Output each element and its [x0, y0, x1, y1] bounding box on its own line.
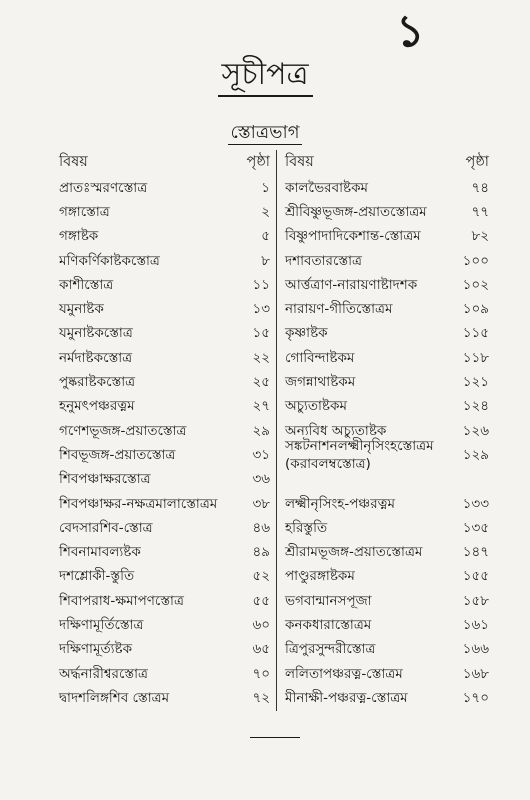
toc-entry-left: দক্ষিণামূর্তিস্তোত্র — [59, 616, 144, 633]
toc-row — [59, 395, 489, 419]
toc-page-left: ৩১ — [252, 446, 270, 463]
toc-page-right: ১২৬ — [462, 422, 489, 439]
toc-page-left: ২৭ — [252, 398, 270, 415]
toc-entry-left: পুষ্করাষ্টকস্তোত্র — [59, 374, 136, 391]
toc-page-right: ১২১ — [462, 374, 489, 391]
toc-entry-left: মণিকর্ণিকাষ্টকস্তোত্র — [59, 252, 160, 269]
toc-page-right: ১২৯ — [462, 446, 489, 463]
toc-entry-right: সঙ্কটনাশনলক্ষ্মীনৃসিংহস্তোত্রম (করাবলম্বস্তোত্র) — [285, 438, 434, 473]
section-title: স্তোত্রভাগ — [230, 122, 300, 143]
toc-rows — [59, 176, 489, 711]
toc-page-left: ৮ — [261, 252, 270, 269]
toc-page-right: ১৫৮ — [462, 592, 489, 609]
toc-page-left: ২৯ — [252, 422, 270, 439]
toc-page-right: ৮২ — [471, 228, 489, 245]
toc-entry-right: নারায়ণ-গীতিস্তোত্রম — [285, 301, 393, 318]
toc-row — [59, 176, 489, 200]
toc-entry-right: ভগবান্মানসপূজা — [285, 592, 372, 609]
toc-row — [59, 297, 489, 321]
toc-entry-left: প্রাতঃস্মরণস্তোত্র — [59, 179, 148, 196]
toc-entry-left: যমুনাষ্টক — [59, 301, 104, 318]
toc-page-left: ২৫ — [252, 374, 270, 391]
toc-entry-right: শ্রীরামভূজঙ্গ-প্রয়াতস্তোত্রম — [285, 544, 423, 561]
toc-entry-left: অর্দ্ধনারীশ্বরস্তোত্র — [59, 665, 148, 682]
toc-entry-left: শিবনামাবল্যষ্টক — [59, 544, 141, 561]
toc-page-right: ১৩৩ — [462, 495, 489, 512]
toc-entry-right: দশাবতারস্তোত্র — [285, 252, 362, 269]
page-header-left: পৃষ্ঠা — [246, 154, 270, 170]
toc-header-row — [59, 150, 489, 176]
toc-row — [59, 540, 489, 564]
toc-entry-left: দশশ্লোকী-স্তুতি — [59, 568, 135, 585]
toc-page-right: ১৬১ — [462, 616, 489, 633]
toc-page-right: ১১৮ — [462, 349, 489, 366]
toc-entry-right: লক্ষ্মীনৃসিংহ-পঞ্চরত্নম — [285, 495, 396, 512]
toc-page-right: ১৬৮ — [462, 665, 489, 682]
toc-entry-right: অন্যবিধ অচ্যুতাষ্টক — [285, 422, 387, 439]
toc-entry-left: নর্মদাষ্টকস্তোত্র — [59, 349, 133, 366]
toc-page-right: ৭৪ — [471, 179, 489, 196]
toc-entry-right: পাণ্ডুরঙ্গাষ্টকম — [285, 568, 355, 585]
toc-entry-right: জগন্নাথাষ্টকম — [285, 374, 356, 391]
toc-row — [59, 249, 489, 273]
table-of-contents — [59, 150, 489, 711]
page-title: সূচীপত্র — [0, 58, 530, 97]
toc-page-left: ৩৮ — [252, 495, 270, 512]
toc-page-right: ১১৫ — [462, 325, 489, 342]
toc-row — [59, 516, 489, 540]
toc-page-left: ২ — [261, 203, 270, 220]
toc-entry-right: ললিতাপঞ্চরত্ন-স্তোত্রম — [285, 665, 403, 682]
toc-row — [59, 322, 489, 346]
toc-page-right: ৭৭ — [471, 203, 489, 220]
toc-page-left: ১ — [261, 179, 270, 196]
toc-page-left: ১১ — [252, 276, 270, 293]
toc-entry-right-line2: (করাবলম্বস্তোত্র) — [285, 456, 371, 473]
toc-row — [59, 370, 489, 394]
toc-entry-left: শিবাপরাধ-ক্ষমাপণস্তোত্র — [59, 592, 184, 609]
toc-entry-left: হনুমৎপঞ্চরত্নম — [59, 398, 135, 415]
toc-page-left: ৬০ — [252, 616, 270, 633]
toc-entry-left: গণেশভূজঙ্গ-প্রয়াতস্তোত্র — [59, 422, 187, 439]
toc-entry-right: কালভৈরবাষ্টকম — [285, 179, 369, 196]
toc-entry-left: শিবভূজঙ্গ-প্রয়াতস্তোত্র — [59, 446, 176, 463]
toc-page-right: ১৫৫ — [462, 568, 489, 585]
toc-page-left: ১৩ — [252, 301, 270, 318]
toc-row — [59, 346, 489, 370]
toc-page-left: ৭২ — [252, 689, 270, 706]
toc-row — [59, 225, 489, 249]
toc-page-left: ৭০ — [252, 665, 270, 682]
bottom-divider — [250, 737, 300, 738]
toc-row — [59, 686, 489, 710]
toc-entry-left: দ্বাদশলিঙ্গশিব স্তোত্রম — [59, 689, 170, 706]
toc-page-right: ১০২ — [462, 276, 489, 293]
toc-page-left: ১৫ — [252, 325, 270, 342]
toc-entry-left: বেদসারশিব-স্তোত্র — [59, 519, 153, 536]
toc-entry-left: শিবপঞ্চাক্ষরস্তোত্র — [59, 471, 151, 488]
toc-entry-right: মীনাক্ষী-পঞ্চরত্ন-স্তোত্রম — [285, 689, 408, 706]
toc-page-right: ১০০ — [462, 252, 489, 269]
toc-page-left: ৫ — [261, 228, 270, 245]
toc-entry-right: অচ্যুতাষ্টকম — [285, 398, 347, 415]
subject-header-left: বিষয় — [59, 154, 88, 170]
toc-entry-right: কৃষ্ণাষ্টক — [285, 325, 328, 342]
toc-row — [59, 589, 489, 613]
toc-page-left: ৫৫ — [252, 592, 270, 609]
toc-entry-right: কনকধারাস্তোত্রম — [285, 616, 372, 633]
toc-row — [59, 200, 489, 224]
toc-entry-right: আর্ত্তত্রাণ-নারায়ণাষ্টাদশক — [285, 276, 418, 293]
toc-page-left: ৪৯ — [252, 544, 270, 561]
toc-entry-right: ত্রিপুরসুন্দরীস্তোত্র — [285, 641, 376, 658]
toc-row — [59, 273, 489, 297]
toc-row — [59, 638, 489, 662]
toc-row — [59, 613, 489, 637]
toc-row — [59, 492, 489, 516]
toc-entry-left: কাশীস্তোত্র — [59, 276, 114, 293]
toc-entry-left: শিবপঞ্চাক্ষর-নক্ষত্রমালাস্তোত্রম — [59, 495, 218, 512]
toc-entry-left: যমুনাষ্টকস্তোত্র — [59, 325, 133, 342]
toc-row — [59, 662, 489, 686]
toc-page-left: ৫২ — [252, 568, 270, 585]
toc-row — [59, 438, 489, 473]
toc-page-left: ৬৫ — [252, 641, 270, 658]
toc-page-right: ১০৯ — [462, 301, 489, 318]
toc-entry-left: গঙ্গাষ্টক — [59, 228, 99, 245]
toc-page-right: ১৩৫ — [462, 519, 489, 536]
toc-page-left: ২২ — [252, 349, 270, 366]
toc-page-right: ১৭০ — [462, 689, 489, 706]
toc-entry-right: শ্রীবিষ্ণুভূজঙ্গ-প্রয়াতস্তোত্রম — [285, 203, 427, 220]
toc-page-left: ৪৬ — [252, 519, 270, 536]
toc-page-right: ১৪৭ — [462, 544, 489, 561]
toc-page-right: ১৬৬ — [462, 641, 489, 658]
toc-entry-right: হরিস্তুতি — [285, 519, 328, 536]
subject-header-right: বিষয় — [285, 154, 314, 170]
toc-entry-left: গঙ্গাস্তোত্র — [59, 203, 110, 220]
toc-page-left: ৩৬ — [252, 471, 270, 488]
toc-row — [59, 565, 489, 589]
page-number: ১ — [396, 6, 425, 57]
toc-page-right: ১২৪ — [462, 398, 489, 415]
toc-entry-right: বিষ্ণুপাদাদিকেশান্ত-স্তোত্রম — [285, 228, 421, 245]
toc-entry-right: গোবিন্দাষ্টকম — [285, 349, 355, 366]
toc-row — [59, 468, 489, 492]
page-header-right: পৃষ্ঠা — [465, 154, 489, 170]
toc-entry-left: দক্ষিণামূর্ত্যষ্টক — [59, 641, 133, 658]
